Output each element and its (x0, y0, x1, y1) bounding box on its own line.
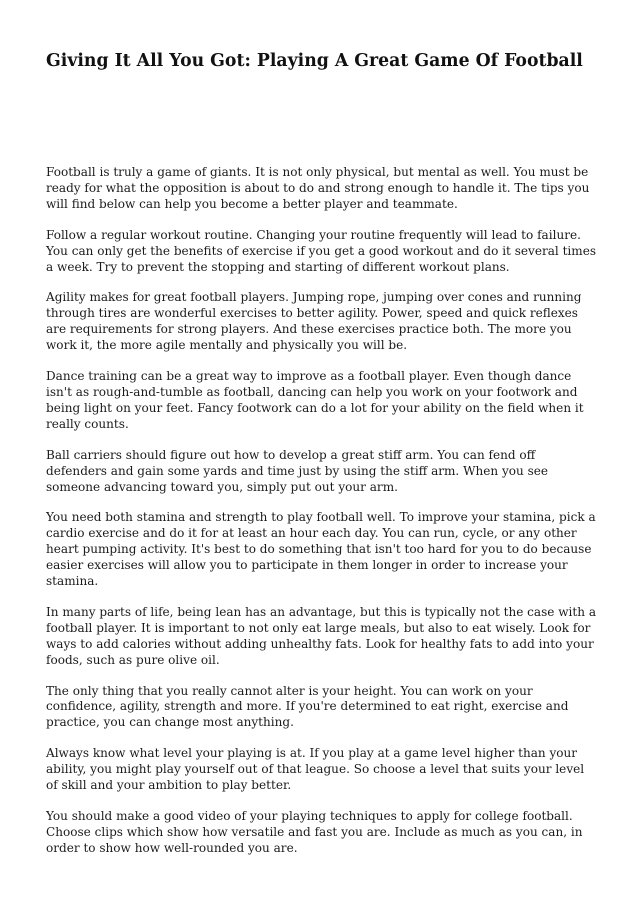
document-body (46, 165, 598, 872)
paragraph: Football is truly a game of giants. It is not only physical, but mental as well. You must be ready for what the opposition is about to do and strong enough to handle it. The tips you will find below can help you become a better player and teammate. (46, 165, 590, 211)
paragraph: Dance training can be a great way to improve as a football player. Even though dance isn't as rough-and-tumble as football, dancing can help you work on your footwork and being light on your feet. Fancy footwork can do a lot for your ability on the field when it really counts. (46, 369, 584, 431)
paragraph: Ball carriers should figure out how to develop a great stiff arm. You can fend off defenders and gain some yards and time just by using the stiff arm. When you see someone advancing toward you, simply put out your arm. (46, 447, 549, 494)
document-title: Giving It All You Got: Playing A Great Game Of Football (46, 51, 583, 71)
paragraph: You need both stamina and strength to play football well. To improve your stamina, pick a cardio exercise and do it for at least an hour each day. You can run, cycle, or any other heart pumping activity. It's best to do something that isn't too hard for you to do because easier exercises will allow you to participate in them longer in order to increase your stamina. (46, 510, 596, 589)
paragraph: Follow a regular workout routine. Changing your routine frequently will lead to failure. You can only get the benefits of exercise if you get a good workout and do it several times a week. Try to prevent the stopping and starting of different workout plans. (46, 227, 597, 274)
paragraph: In many parts of life, being lean has an advantage, but this is typically not the case with a football player. It is important to not only eat large meals, but also to eat wisely. Look for ways to add calories without adding unhealthy fats. Look for healthy fats to add into your foods, such as pure olive oil. (46, 604, 597, 667)
paragraph: Always know what level your playing is at. If you play at a game level higher than your ability, you might play yourself out of that league. So choose a level that suits your level of skill and your ambition to play better. (46, 746, 585, 793)
paragraph: You should make a good video of your playing techniques to apply for college football. Choose clips which show how versatile and fast you are. Include as much as you can, in order to show how well-rounded you are. (46, 809, 583, 855)
paragraph: The only thing that you really cannot alter is your height. You can work on your confidence, agility, strength and more. If you're determined to eat right, exercise and practice, you can change most anything. (46, 683, 569, 730)
paragraph: Agility makes for great football players. Jumping rope, jumping over cones and running through tires are wonderful exercises to better agility. Power, speed and quick reflexes are requirements for strong players. And these exercises practice both. The more you work it, the more agile mentally and physically you will be. (46, 290, 582, 353)
